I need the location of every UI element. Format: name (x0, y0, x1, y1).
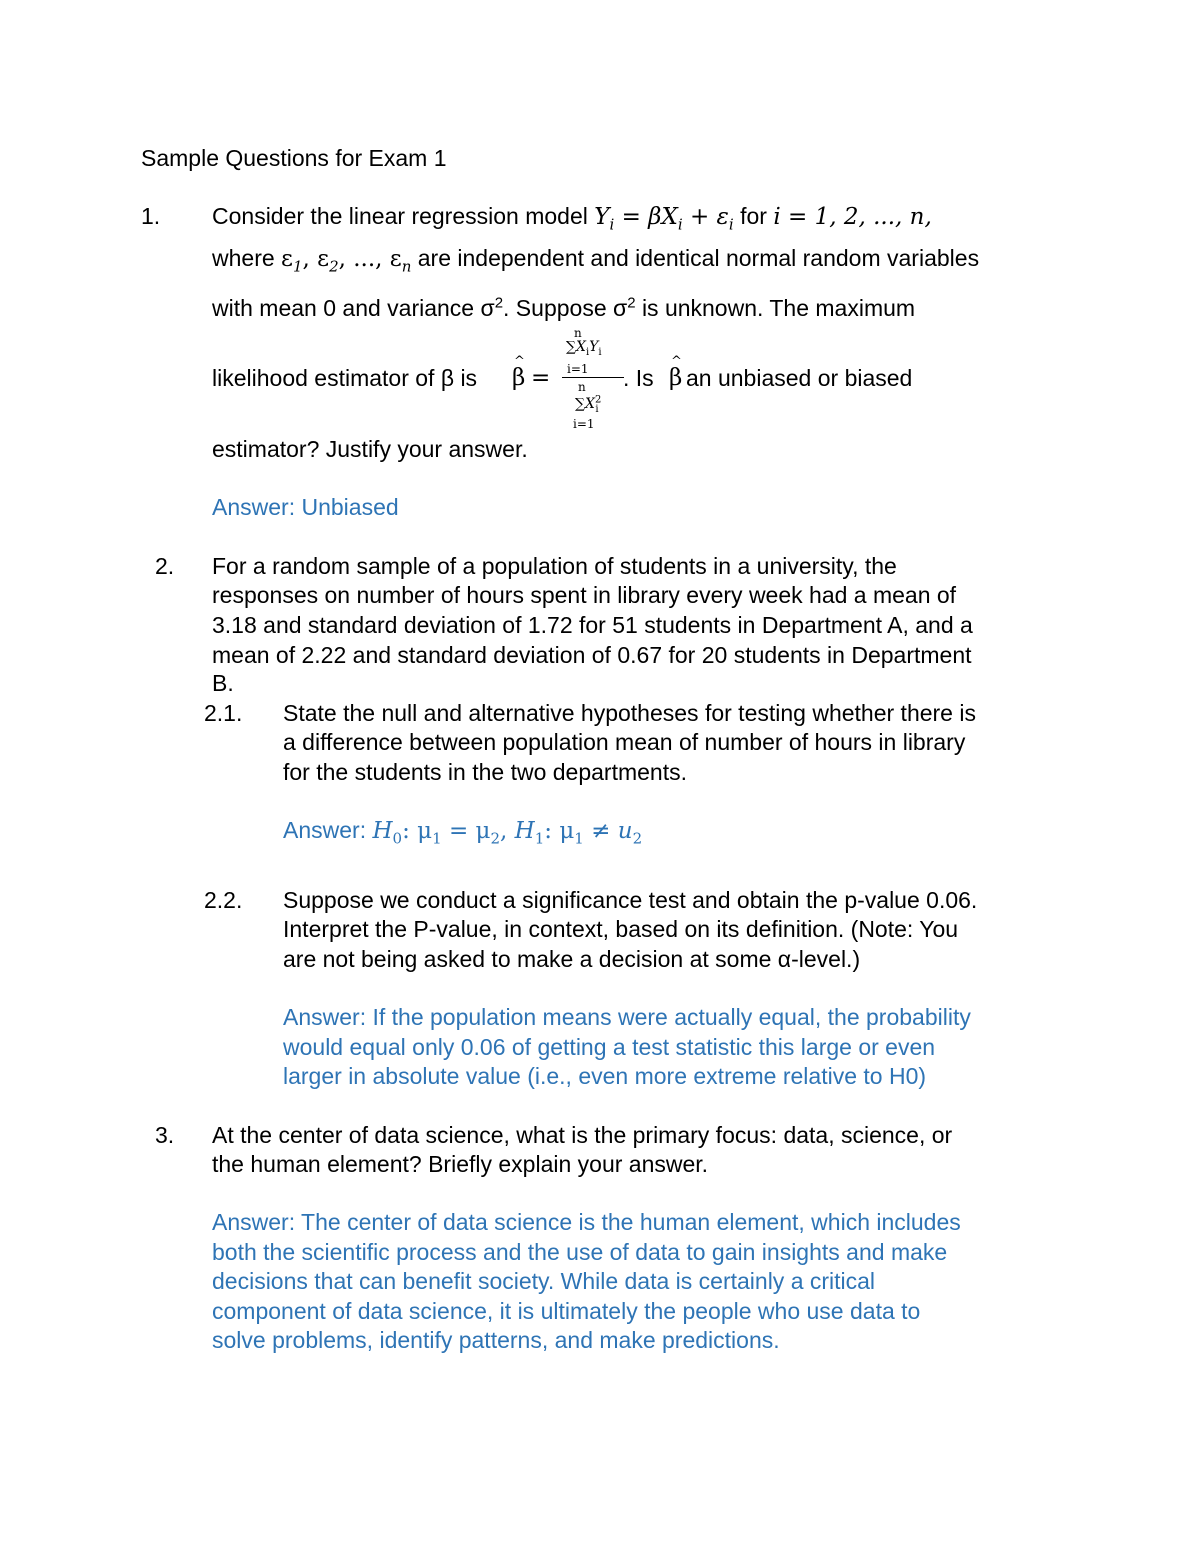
q2-1-line: a difference between population mean of number of hours in library (283, 729, 966, 755)
q1-line3-end: is unknown. The maximum (641, 295, 916, 321)
q3-answer-line: solve problems, identify patterns, and make predictions. (212, 1327, 780, 1353)
q1-line3 (212, 293, 915, 323)
q2-1-hypotheses-formula: $H_0$: $\mu_1 = \mu_2$, $H_1$: $\mu_1 \ne u_2$ (372, 818, 643, 848)
q2-2-answer-line: larger in absolute value (i.e., even more extreme relative to H0) (283, 1063, 927, 1089)
q2-2-line: Interpret the P-value, in context, based on its definition. (Note: You (283, 916, 959, 942)
q2-1-line: for the students in the two departments. (283, 759, 688, 785)
q2-2-answer-line: Answer: If the population means were actually equal, the probability (283, 1004, 971, 1030)
q1-hat-accent: ^ (514, 354, 525, 369)
q2-1-number: 2.1. (204, 700, 243, 726)
q2-2-answer-line: would equal only 0.06 of getting a test statistic this large or even (283, 1034, 936, 1060)
q1-line2 (212, 243, 979, 274)
q1-sup-2a: 2 (494, 294, 504, 312)
q3-number: 3. (155, 1122, 175, 1148)
q1-denominator-sum-top: n (578, 380, 586, 394)
page-title: Sample Questions for Exam 1 (141, 145, 447, 171)
q1-line4-is: . Is (623, 365, 654, 391)
q1-answer: Answer: Unbiased (212, 494, 399, 520)
q3-answer-line: Answer: The center of data science is the human element, which includes (212, 1209, 961, 1235)
q2-2-line: Suppose we conduct a significance test and obtain the p-value 0.06. (283, 887, 978, 913)
q1-line4-start: likelihood estimator of β is (212, 365, 478, 391)
q2-line: 3.18 and standard deviation of 1.72 for 51 students in Department A, and a (212, 612, 973, 638)
q3-answer-line: both the scientific process and the use of data to gain insights and make (212, 1239, 948, 1265)
q1-sup-2b: 2 (627, 294, 636, 312)
q1-line1 (212, 201, 932, 232)
q2-number: 2. (155, 553, 175, 579)
q1-index-formula: i = 1, 2, ..., n, (773, 204, 932, 230)
q1-line2-start: where (212, 245, 275, 271)
q1-numerator-sum-bottom: i=1 (567, 362, 589, 376)
q2-2-line: are not being asked to make a decision at some α-level.) (283, 946, 861, 972)
q1-numerator-sum-top: n (574, 326, 582, 340)
q1-number: 1. (141, 203, 161, 229)
q1-line3-mid: . Suppose σ (503, 295, 628, 321)
q3-line: At the center of data science, what is the primary focus: data, science, or (212, 1122, 953, 1148)
q2-1-answer-label: Answer: (283, 817, 367, 843)
q1-line1-text: Consider the linear regression model (212, 203, 588, 229)
q1-line3-start: with mean 0 and variance σ (212, 295, 495, 321)
q1-denominator-sum-bottom: i=1 (573, 417, 595, 431)
q2-2-number: 2.2. (204, 887, 243, 913)
q2-line: B. (212, 670, 234, 696)
q2-line: responses on number of hours spent in library every week had a mean of (212, 582, 957, 608)
q1-model-formula: $Y_i = \beta X_i + \varepsilon_i$ (594, 204, 734, 234)
q3-answer-line: component of data science, it is ultimately the people who use data to (212, 1298, 921, 1324)
q1-line5: estimator? Justify your answer. (212, 436, 528, 462)
q2-line: mean of 2.22 and standard deviation of 0.67 for 20 students in Department (212, 642, 972, 668)
q3-answer-line: decisions that can benefit society. While data is certainly a critical (212, 1268, 876, 1294)
q1-beta-hat-2: β (669, 365, 683, 391)
q1-errors-formula: $\varepsilon_1$, $\varepsilon_2$, ..., $\varepsilon_n$ (281, 246, 412, 276)
q1-line4-tail: an unbiased or biased (686, 365, 913, 391)
q1-fraction-bar (562, 377, 624, 378)
q1-line2-end: are independent and identical normal random variables (417, 245, 980, 271)
q2-line: For a random sample of a population of students in a university, the (212, 553, 897, 579)
q1-denominator: $\sum X^2_i$ (575, 394, 602, 415)
q2-1-line: State the null and alternative hypotheses for testing whether there is (283, 700, 976, 726)
q1-for-text: for (740, 203, 767, 229)
q3-line: the human element? Briefly explain your answer. (212, 1151, 709, 1177)
q1-hat-accent-2: ^ (671, 354, 682, 369)
q1-numerator: $\sum X_iY_i$ (566, 339, 602, 358)
q1-beta-hat: β (512, 365, 526, 391)
q1-equals-sign: = (531, 365, 551, 391)
q2-1-answer (283, 815, 642, 846)
